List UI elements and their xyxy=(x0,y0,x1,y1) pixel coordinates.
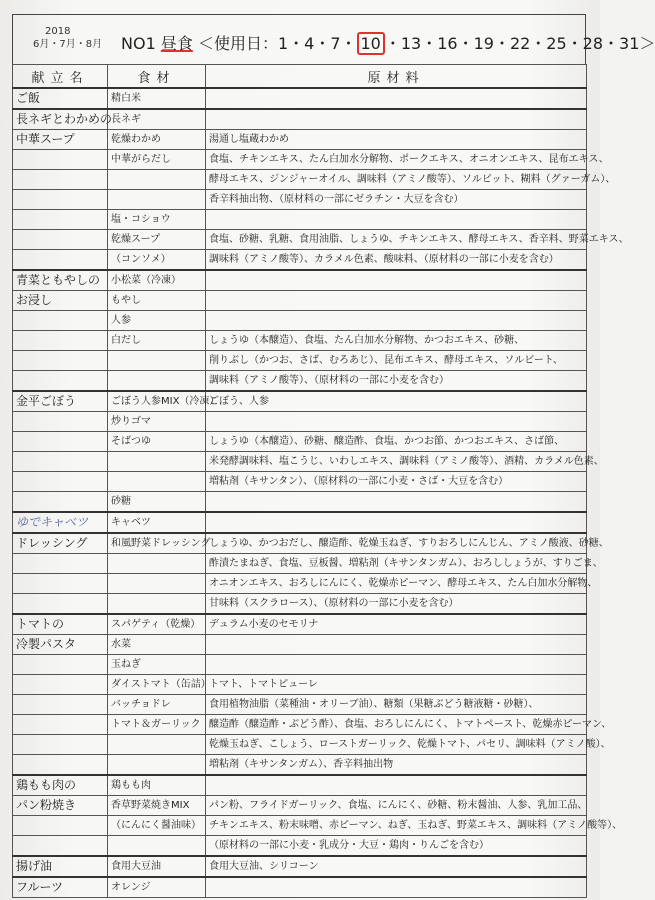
menu-cell xyxy=(13,655,108,675)
table-row xyxy=(13,412,587,432)
raw-material-cell: しょうゆ（本醸造）、食塩、たん白加水分解物、かつおエキス、砂糖、 xyxy=(206,331,587,351)
table-row xyxy=(13,735,587,755)
menu-cell: 青菜ともやしの xyxy=(13,270,108,291)
ingredient-cell xyxy=(108,755,206,776)
ingredient-cell: もやし xyxy=(108,291,206,311)
menu-title xyxy=(121,31,655,54)
table-row xyxy=(13,331,587,351)
raw-material-cell: トマト、トマトピューレ xyxy=(206,675,587,695)
raw-material-cell: 食塩、砂糖、乳糖、食用油脂、しょうゆ、チキンエキス、酵母エキス、香辛料、野菜エキス、 xyxy=(206,230,587,250)
ingredient-cell: 乾燥わかめ xyxy=(108,130,206,150)
raw-material-cell xyxy=(206,270,587,291)
ingredient-cell: 白だし xyxy=(108,331,206,351)
menu-cell xyxy=(13,735,108,755)
table-row xyxy=(13,594,587,615)
menu-cell xyxy=(13,331,108,351)
raw-material-cell: 酢漬たまねぎ、食塩、豆板醤、増粘剤（キサンタンガム）、おろししょうが、すりごま、 xyxy=(206,554,587,574)
table-row xyxy=(13,675,587,695)
raw-material-cell xyxy=(206,291,587,311)
menu-number: NO1 xyxy=(121,34,156,53)
menu-cell xyxy=(13,755,108,776)
ingredient-cell: 小松菜（冷凍） xyxy=(108,270,206,291)
ingredient-cell xyxy=(108,554,206,574)
table-row xyxy=(13,836,587,857)
ingredient-cell xyxy=(108,351,206,371)
table-row xyxy=(13,614,587,635)
table-row xyxy=(13,695,587,715)
ingredient-cell xyxy=(108,836,206,857)
raw-material-cell xyxy=(206,775,587,796)
ingredient-cell: 中華がらだし xyxy=(108,150,206,170)
menu-cell xyxy=(13,150,108,170)
menu-cell: フルーツ xyxy=(13,877,108,898)
raw-material-cell: 削りぶし（かつお、さば、むろあじ）、昆布エキス、酵母エキス、ソルビート、 xyxy=(206,351,587,371)
raw-material-cell: 食塩、チキンエキス、たん白加水分解物、ポークエキス、オニオンエキス、昆布エキス、 xyxy=(206,150,587,170)
ingredient-cell: 塩・コショウ xyxy=(108,210,206,230)
ingredient-table xyxy=(12,64,629,898)
ingredient-cell: 香草野菜焼きMIX xyxy=(108,796,206,816)
document-header xyxy=(12,14,655,64)
ingredient-cell: 和風野菜ドレッシング xyxy=(108,533,206,554)
table-row xyxy=(13,472,587,492)
table-row xyxy=(13,492,587,513)
ingredient-cell: 炒りゴマ xyxy=(108,412,206,432)
raw-material-cell xyxy=(206,877,587,898)
menu-cell: 冷製パスタ xyxy=(13,635,108,655)
period-label xyxy=(33,25,102,51)
ingredient-cell: 鶏もも肉 xyxy=(108,775,206,796)
menu-cell: 鶏もも肉の xyxy=(13,775,108,796)
menu-cell xyxy=(13,695,108,715)
usage-days-suffix: ・13・16・19・22・25・28・31＞ xyxy=(384,34,655,53)
raw-material-cell xyxy=(206,210,587,230)
menu-cell xyxy=(13,816,108,836)
table-row xyxy=(13,311,587,331)
raw-material-cell xyxy=(206,512,587,533)
ingredient-cell: ダイストマト（缶詰） xyxy=(108,675,206,695)
menu-cell xyxy=(13,311,108,331)
table-row xyxy=(13,150,587,170)
raw-material-cell xyxy=(206,88,587,109)
table-row xyxy=(13,512,587,533)
ingredient-cell: バッチョドレ xyxy=(108,695,206,715)
table-row xyxy=(13,856,587,877)
raw-material-cell: パン粉、フライドガーリック、食塩、にんにく、砂糖、粉末醤油、人参、乳加工品、 xyxy=(206,796,587,816)
ingredient-cell xyxy=(108,472,206,492)
raw-material-cell: しょうゆ（本醸造）、砂糖、醸造酢、食塩、かつお節、かつおエキス、さば節、 xyxy=(206,432,587,452)
ingredient-cell: 食用大豆油 xyxy=(108,856,206,877)
menu-cell xyxy=(13,594,108,615)
raw-material-cell xyxy=(206,109,587,130)
menu-cell xyxy=(13,715,108,735)
meal-label: 昼食 xyxy=(160,34,193,53)
ingredient-cell: 長ネギ xyxy=(108,109,206,130)
menu-cell xyxy=(13,472,108,492)
raw-material-cell: しょうゆ、かつおだし、醸造酢、乾燥玉ねぎ、すりおろしにんじん、アミノ酸液、砂糖、 xyxy=(206,533,587,554)
raw-material-cell: 乾燥玉ねぎ、こしょう、ローストガーリック、乾燥トマト、パセリ、調味料（アミノ酸）、 xyxy=(206,735,587,755)
menu-cell: ゆでキャベツ xyxy=(13,512,108,533)
table-row xyxy=(13,452,587,472)
menu-cell: 揚げ油 xyxy=(13,856,108,877)
menu-cell xyxy=(13,250,108,271)
menu-column-header: 献立名 xyxy=(13,65,108,89)
months-label: 6月・7月・8月 xyxy=(33,39,103,50)
ingredient-cell: 精白米 xyxy=(108,88,206,109)
raw-material-cell xyxy=(206,655,587,675)
table-body xyxy=(13,88,629,898)
ingredient-cell: （コンソメ） xyxy=(108,250,206,271)
raw-material-cell: 酵母エキス、ジンジャーオイル、調味料（アミノ酸等）、ソルビット、糊料（グァーガム）、 xyxy=(206,170,587,190)
table-row xyxy=(13,574,587,594)
table-row xyxy=(13,432,587,452)
raw-material-cell: 甘味料（スクラロース）、（原材料の一部に小麦を含む） xyxy=(206,594,587,615)
ingredient-cell: 砂糖 xyxy=(108,492,206,513)
table-header-row xyxy=(13,65,587,89)
raw-material-cell: デュラム小麦のセモリナ xyxy=(206,614,587,635)
ingredient-cell: （にんにく醤油味） xyxy=(108,816,206,836)
menu-cell: トマトの xyxy=(13,614,108,635)
raw-material-cell: ごぼう、人参 xyxy=(206,391,587,412)
table-row xyxy=(13,230,587,250)
table-row xyxy=(13,715,587,735)
ingredient-cell: オレンジ xyxy=(108,877,206,898)
ingredient-cell xyxy=(108,452,206,472)
ingredient-cell xyxy=(108,190,206,210)
table-row xyxy=(13,210,587,230)
menu-cell: パン粉焼き xyxy=(13,796,108,816)
raw-material-cell: 食用大豆油、シリコーン xyxy=(206,856,587,877)
menu-cell xyxy=(13,432,108,452)
ingredient-cell xyxy=(108,594,206,615)
ingredient-column-header: 食材 xyxy=(108,65,206,89)
ingredient-cell xyxy=(108,170,206,190)
table-row xyxy=(13,775,587,796)
table-row xyxy=(13,270,587,291)
table-row xyxy=(13,291,587,311)
raw-material-cell xyxy=(206,635,587,655)
table-row xyxy=(13,655,587,675)
table-row xyxy=(13,250,587,271)
raw-material-cell: チキンエキス、粉末味噌、赤ピーマン、ねぎ、玉ねぎ、野菜エキス、調味料（アミノ酸等）、 xyxy=(206,816,587,836)
raw-material-cell xyxy=(206,492,587,513)
menu-cell: ご飯 xyxy=(13,88,108,109)
menu-cell xyxy=(13,574,108,594)
menu-cell: ドレッシング xyxy=(13,533,108,554)
table-row xyxy=(13,816,587,836)
table-row xyxy=(13,533,587,554)
table-row xyxy=(13,109,587,130)
menu-cell xyxy=(13,351,108,371)
usage-days-prefix: ＜使用日：1・4・7・ xyxy=(197,34,357,53)
raw-material-cell: 増粘剤（キサンタン）、（原材料の一部に小麦・さば・大豆を含む） xyxy=(206,472,587,492)
table-row xyxy=(13,635,587,655)
ingredient-cell: ごぼう人参MIX（冷凍） xyxy=(108,391,206,412)
menu-cell: 長ネギとわかめの xyxy=(13,109,108,130)
menu-cell xyxy=(13,492,108,513)
ingredient-cell: 人参 xyxy=(108,311,206,331)
raw-material-column-header: 原材料 xyxy=(206,65,587,89)
table-row xyxy=(13,351,587,371)
table-row xyxy=(13,877,587,898)
ingredient-cell: キャベツ xyxy=(108,512,206,533)
ingredient-cell: 水菜 xyxy=(108,635,206,655)
menu-cell xyxy=(13,836,108,857)
raw-material-cell: オニオンエキス、おろしにんにく、乾燥赤ピーマン、酵母エキス、たん白加水分解物、 xyxy=(206,574,587,594)
table-row xyxy=(13,755,587,776)
ingredient-cell: 乾燥スープ xyxy=(108,230,206,250)
menu-cell xyxy=(13,554,108,574)
raw-material-cell: （原材料の一部に小麦・乳成分・大豆・鶏肉・りんごを含む） xyxy=(206,836,587,857)
menu-cell xyxy=(13,190,108,210)
ingredient-cell: トマト＆ガーリック xyxy=(108,715,206,735)
table-row xyxy=(13,88,587,109)
table-row xyxy=(13,190,587,210)
raw-material-cell: 増粘剤（キサンタンガム）、香辛料抽出物 xyxy=(206,755,587,776)
table-row xyxy=(13,170,587,190)
ingredient-cell: スパゲティ（乾燥） xyxy=(108,614,206,635)
ingredient-cell xyxy=(108,574,206,594)
menu-cell xyxy=(13,230,108,250)
menu-cell xyxy=(13,170,108,190)
menu-cell xyxy=(13,675,108,695)
raw-material-cell: 調味料（アミノ酸等）、（原材料の一部に小麦を含む） xyxy=(206,371,587,392)
menu-cell: お浸し xyxy=(13,291,108,311)
table-row xyxy=(13,391,587,412)
menu-cell xyxy=(13,412,108,432)
raw-material-cell: 醸造酢（醸造酢・ぶどう酢）、食塩、おろしにんにく、トマトペースト、乾燥赤ピーマン、 xyxy=(206,715,587,735)
menu-cell: 中華スープ xyxy=(13,130,108,150)
table-row xyxy=(13,554,587,574)
raw-material-cell: 調味料（アミノ酸等）、カラメル色素、酸味料、（原材料の一部に小麦を含む） xyxy=(206,250,587,271)
ingredient-cell: そばつゆ xyxy=(108,432,206,452)
raw-material-cell xyxy=(206,412,587,432)
raw-material-cell: 香辛料抽出物、（原材料の一部にゼラチン・大豆を含む） xyxy=(206,190,587,210)
table-row xyxy=(13,796,587,816)
menu-cell xyxy=(13,210,108,230)
ingredient-cell xyxy=(108,735,206,755)
table-row xyxy=(13,371,587,392)
raw-material-cell: 食用植物油脂（菜種油・オリーブ油）、糖類（果糖ぶどう糖液糖・砂糖）、 xyxy=(206,695,587,715)
raw-material-cell: 湯通し塩蔵わかめ xyxy=(206,130,587,150)
raw-material-cell: 米発酵調味料、塩こうじ、いわしエキス、調味料（アミノ酸等）、酒精、カラメル色素、 xyxy=(206,452,587,472)
menu-cell xyxy=(13,371,108,392)
table-row xyxy=(13,130,587,150)
raw-material-cell xyxy=(206,311,587,331)
menu-cell xyxy=(13,452,108,472)
ingredient-cell: 玉ねぎ xyxy=(108,655,206,675)
circled-day: 10 xyxy=(357,32,385,55)
menu-cell: 金平ごぼう xyxy=(13,391,108,412)
ingredient-cell xyxy=(108,371,206,392)
year-label: 2018 xyxy=(45,26,71,37)
